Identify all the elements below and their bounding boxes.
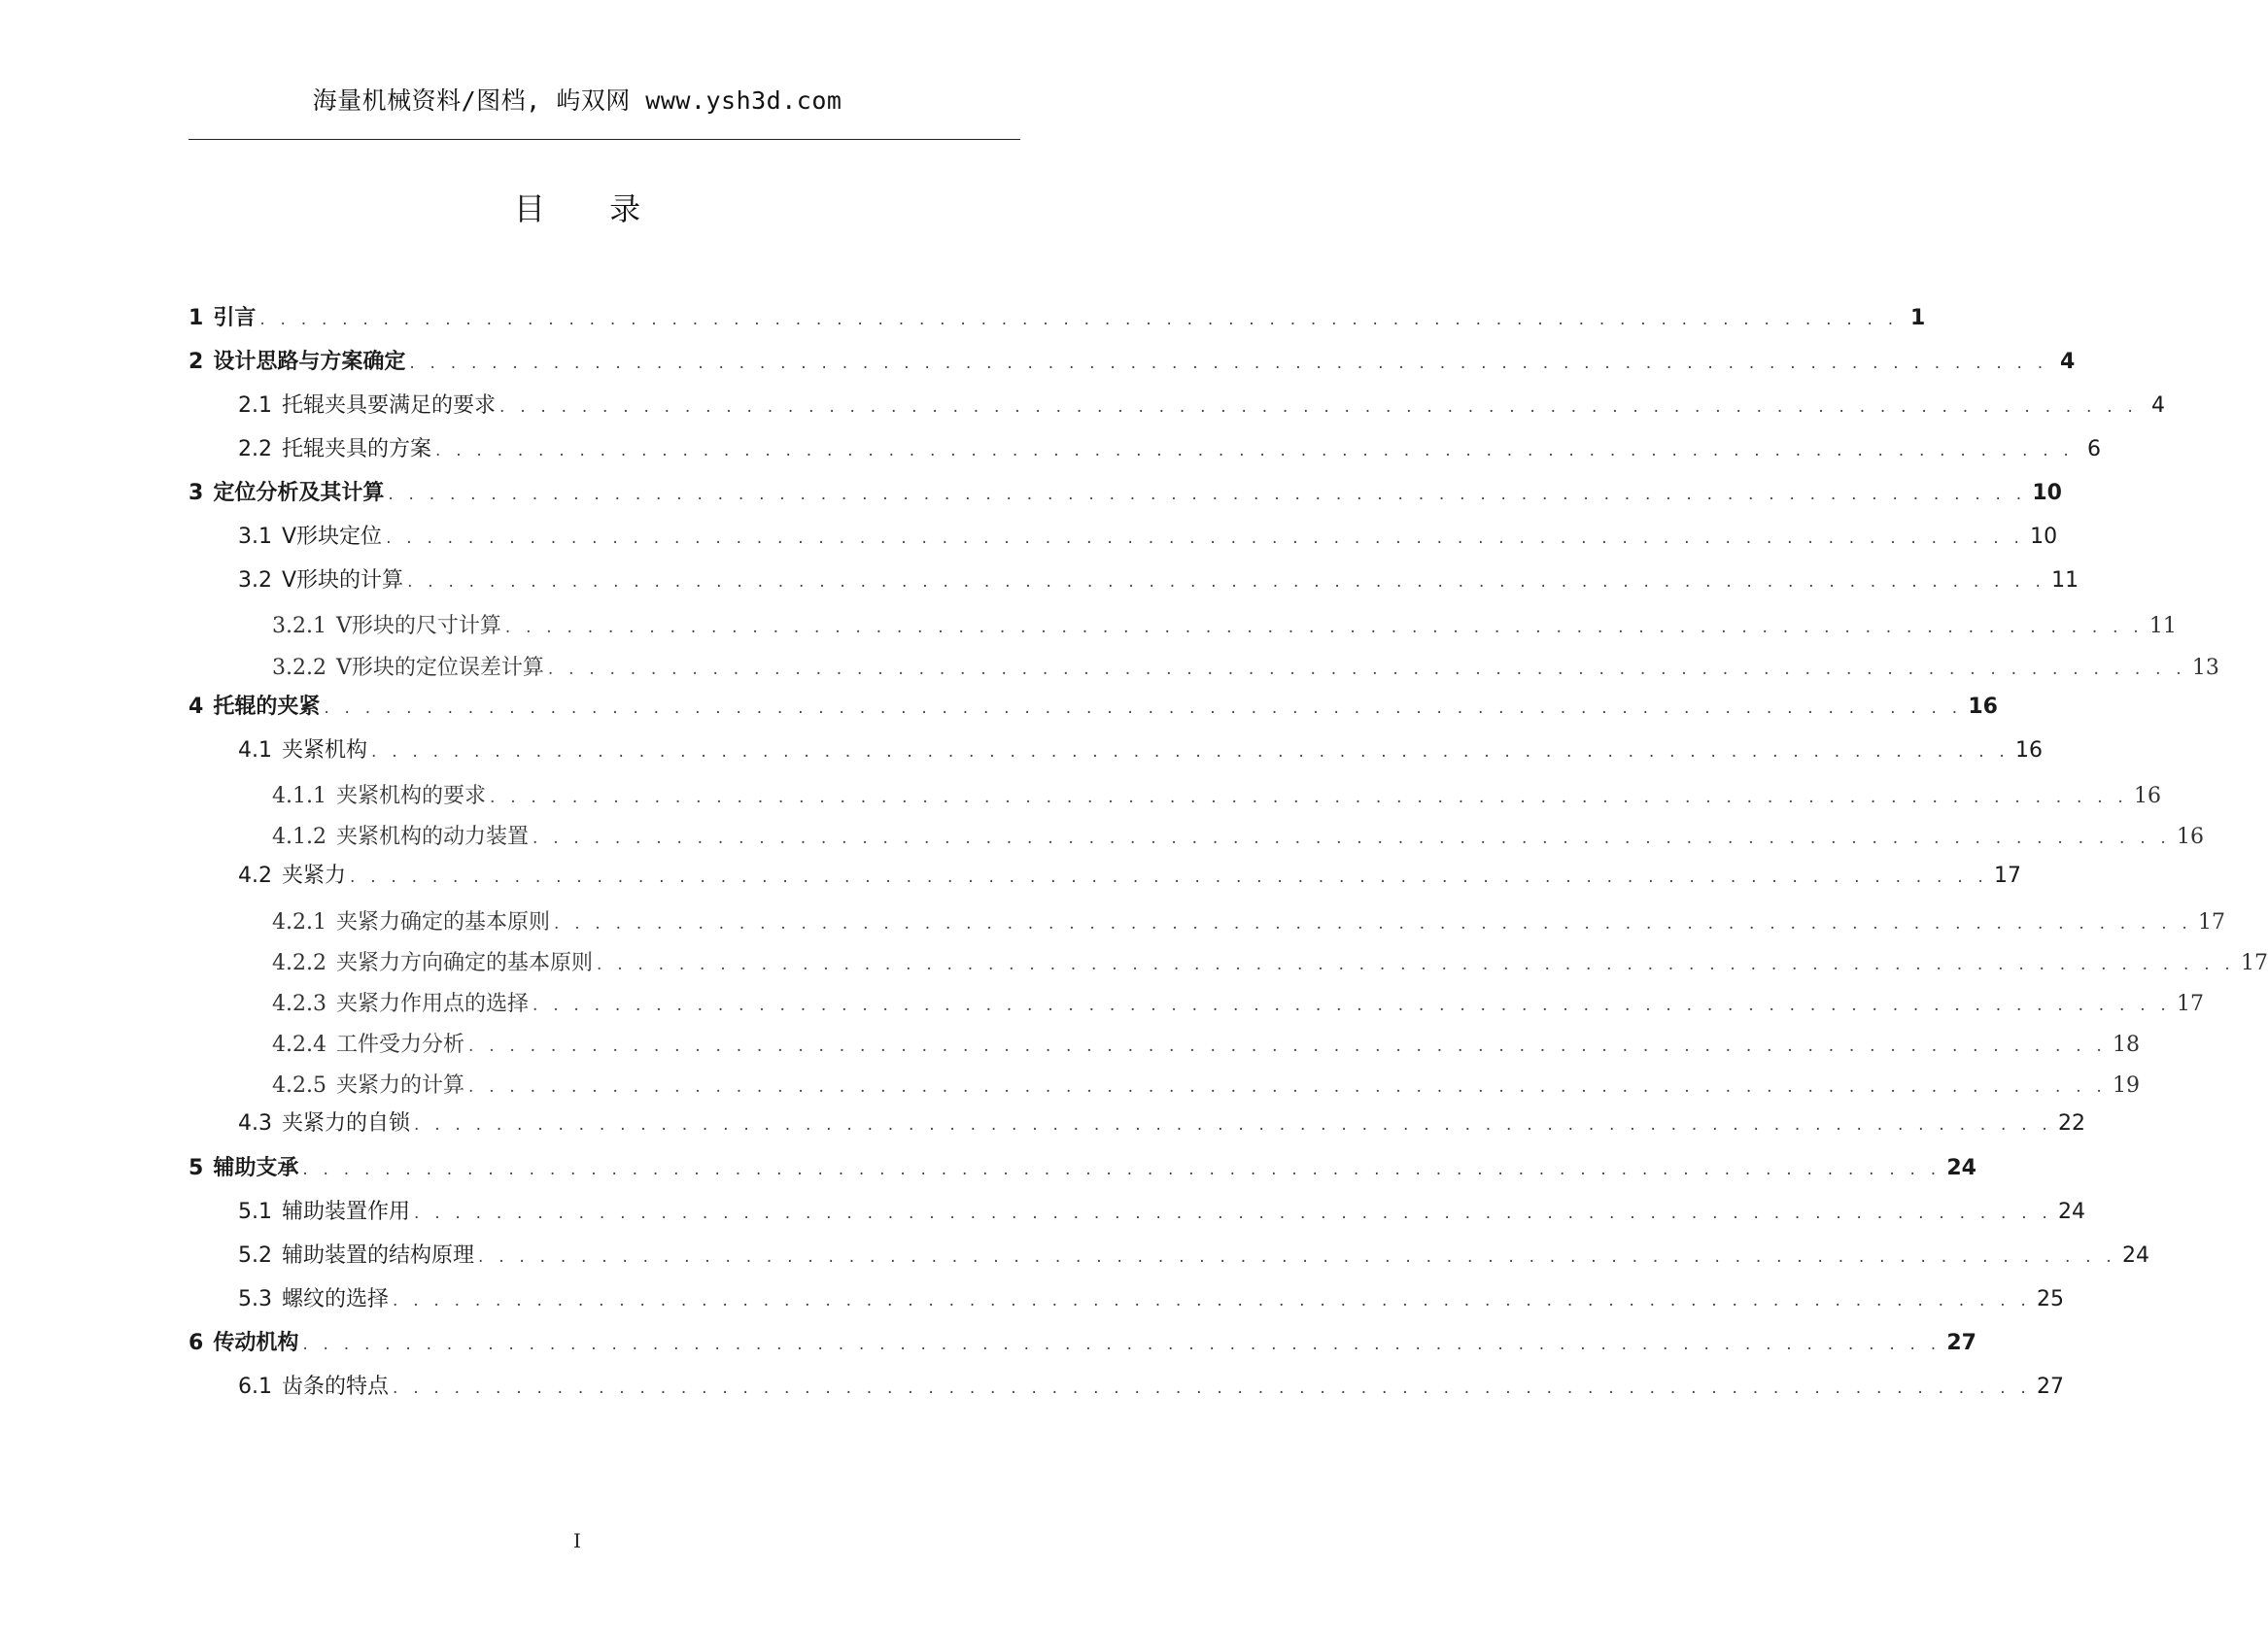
toc-entry-label: 辅助装置作用	[282, 1200, 411, 1224]
toc-entry-number: 2.1	[238, 393, 272, 418]
toc-entry-number: 4.2	[238, 864, 272, 888]
toc-entry-label: V形块定位	[282, 525, 383, 549]
toc-entry-number: 4.1	[238, 738, 272, 763]
toc-entry-number: 4.3	[238, 1111, 272, 1136]
toc-dot-leader: . . . . . . . . . . . . . . . . . . . . . . . . . . . . . . . . . . . . . . . . . . . . . . . . . . . . . . . . . . . . . . . . . . . . . . . . . . . . . . . .	[350, 868, 1989, 887]
toc-entry-number: 3.2	[238, 568, 272, 593]
toc-entry-label: 夹紧力方向确定的基本原则	[335, 951, 593, 975]
toc-entry[interactable]	[238, 734, 2044, 767]
toc-entry-number: 4.2.2	[272, 951, 326, 975]
toc-entry-page: 16	[1968, 695, 1998, 719]
toc-dot-leader: . . . . . . . . . . . . . . . . . . . . . . . . . . . . . . . . . . . . . . . . . . . . . . . . . . . . . . . . . . . . . . . . . . . . . . . . . . . . . . . .	[468, 1037, 2108, 1056]
toc-entry-page: 11	[2051, 568, 2079, 593]
toc-entry-number: 6.1	[238, 1375, 272, 1399]
toc-entry-label: 夹紧机构的要求	[335, 784, 486, 808]
toc-entry-number: 4	[189, 695, 204, 719]
page-number: I	[573, 1529, 581, 1552]
toc-entry-label: 夹紧力的计算	[335, 1073, 464, 1098]
toc-entry-page: 4	[2151, 393, 2166, 418]
toc-entry-label: 夹紧力确定的基本原则	[335, 910, 550, 935]
toc-entry-page: 24	[2122, 1243, 2150, 1268]
toc-dot-leader: . . . . . . . . . . . . . . . . . . . . . . . . . . . . . . . . . . . . . . . . . . . . . . . . . . . . . . . . . . . . . . . . . . . . . . . . . . . . . . . .	[414, 1115, 2053, 1135]
toc-entry-page: 17	[1994, 864, 2022, 888]
toc-entry[interactable]	[189, 1327, 1976, 1360]
toc-dot-leader: . . . . . . . . . . . . . . . . . . . . . . . . . . . . . . . . . . . . . . . . . . . . . . . . . . . . . . . . . . . . . . . . . . . . . . . . . . . . . . . .	[504, 618, 2144, 637]
toc-entry[interactable]	[189, 691, 1998, 724]
toc-entry-page: 1	[1910, 306, 1926, 330]
toc-entry-number: 4.1.1	[272, 784, 326, 808]
toc-entry-number: 5.3	[238, 1287, 272, 1311]
toc-entry-number: 6	[189, 1331, 204, 1355]
toc-entry-number: 3.2.1	[272, 614, 326, 638]
toc-entry[interactable]	[238, 1240, 2150, 1273]
toc-entry-page: 22	[2058, 1111, 2086, 1136]
toc-entry-label: 引言	[213, 306, 257, 330]
toc-dot-leader: . . . . . . . . . . . . . . . . . . . . . . . . . . . . . . . . . . . . . . . . . . . . . . . . . . . . . . . . . . . . . . . . . . . . . . . . . . . . . . . .	[533, 829, 2172, 848]
toc-entry-label: 夹紧力的自锁	[282, 1111, 411, 1136]
toc-entry[interactable]	[272, 906, 2226, 939]
toc-dot-leader: . . . . . . . . . . . . . . . . . . . . . . . . . . . . . . . . . . . . . . . . . . . . . . . . . . . . . . . . . . . . . . . . . . . . . . . . . . . . . . . .	[407, 572, 2046, 592]
toc-entry-page: 10	[2032, 481, 2062, 505]
toc-entry-page: 17	[2177, 992, 2205, 1016]
toc-entry-page: 24	[2058, 1200, 2086, 1224]
toc-entry-number: 4.2.3	[272, 992, 326, 1016]
toc-entry[interactable]	[238, 564, 2079, 597]
toc-entry-page: 11	[2148, 614, 2177, 638]
toc-dot-leader: . . . . . . . . . . . . . . . . . . . . . . . . . . . . . . . . . . . . . . . . . . . . . . . . . . . . . . . . . . . . . . . . . . . . . . . . . . . . . . . .	[468, 1077, 2108, 1097]
toc-entry-label: 托辊的夹紧	[213, 695, 321, 719]
toc-dot-leader: . . . . . . . . . . . . . . . . . . . . . . . . . . . . . . . . . . . . . . . . . . . . . . . . . . . . . . . . . . . . . . . . . . . . . . . . . . . . . . . .	[414, 1204, 2053, 1223]
toc-entry[interactable]	[272, 988, 2205, 1021]
toc-entry[interactable]	[238, 1107, 2086, 1140]
toc-entry-number: 1	[189, 306, 204, 330]
toc-entry-label: 设计思路与方案确定	[213, 350, 406, 374]
toc-entry-label: 托辊夹具的方案	[282, 437, 432, 461]
toc-dot-leader: . . . . . . . . . . . . . . . . . . . . . . . . . . . . . . . . . . . . . . . . . . . . . . . . . . . . . . . . . . . . . . . . . . . . . . . . . . . . . . . .	[302, 1160, 1942, 1179]
toc-entry-page: 10	[2030, 525, 2058, 549]
toc-entry[interactable]	[189, 477, 2062, 510]
toc-entry[interactable]	[238, 521, 2058, 554]
toc-dot-leader: . . . . . . . . . . . . . . . . . . . . . . . . . . . . . . . . . . . . . . . . . . . . . . . . . . . . . . . . . . . . . . . . . . . . . . . . . . . . . . . .	[393, 1378, 2032, 1398]
toc-entry-number: 3.2.2	[272, 656, 326, 680]
toc-entry-number: 4.2.5	[272, 1073, 326, 1098]
toc-dot-leader: . . . . . . . . . . . . . . . . . . . . . . . . . . . . . . . . . . . . . . . . . . . . . . . . . . . . . . . . . . . . . . . . . . . . . . . . . . . . . . . .	[371, 742, 2010, 762]
toc-dot-leader: . . . . . . . . . . . . . . . . . . . . . . . . . . . . . . . . . . . . . . . . . . . . . . . . . . . . . . . . . . . . . . . . . . . . . . . . . . . . . . . .	[386, 528, 2025, 548]
toc-entry-page: 18	[2113, 1033, 2141, 1057]
toc-entry[interactable]	[238, 390, 2166, 423]
page-title: 目 录	[513, 190, 669, 227]
toc-entry-label: 螺纹的选择	[282, 1287, 390, 1311]
toc-entry-label: 齿条的特点	[282, 1375, 390, 1399]
toc-entry-number: 3.1	[238, 525, 272, 549]
toc-entry-page: 16	[2015, 738, 2044, 763]
toc-dot-leader: . . . . . . . . . . . . . . . . . . . . . . . . . . . . . . . . . . . . . . . . . . . . . . . . . . . . . . . . . . . . . . . . . . . . . . . . . . . . . . . .	[533, 996, 2172, 1015]
toc-entry-label: 夹紧力作用点的选择	[335, 992, 529, 1016]
toc-entry-number: 4.2.1	[272, 910, 326, 935]
toc-entry-page: 27	[2037, 1375, 2065, 1399]
toc-entry[interactable]	[272, 652, 2219, 685]
toc-entry-label: 辅助支承	[213, 1156, 299, 1180]
toc-entry-number: 5	[189, 1156, 204, 1180]
toc-entry[interactable]	[189, 302, 1926, 335]
toc-dot-leader: . . . . . . . . . . . . . . . . . . . . . . . . . . . . . . . . . . . . . . . . . . . . . . . . . . . . . . . . . . . . . . . . . . . . . . . . . . . . . . . .	[597, 955, 2236, 974]
toc-entry-page: 19	[2113, 1073, 2141, 1098]
toc-entry-label: 托辊夹具要满足的要求	[282, 393, 497, 418]
toc-entry[interactable]	[238, 1196, 2086, 1229]
toc-entry[interactable]	[238, 433, 2102, 466]
toc-entry-label: 夹紧力	[282, 864, 347, 888]
toc-entry-number: 5.1	[238, 1200, 272, 1224]
toc-entry[interactable]	[189, 1152, 1976, 1185]
toc-entry-label: 传动机构	[213, 1331, 299, 1355]
toc-dot-leader: . . . . . . . . . . . . . . . . . . . . . . . . . . . . . . . . . . . . . . . . . . . . . . . . . . . . . . . . . . . . . . . . . . . . . . . . . . . . . . . .	[547, 660, 2186, 679]
toc-entry[interactable]	[272, 1029, 2141, 1062]
toc-entry-label: 定位分析及其计算	[213, 481, 385, 505]
toc-entry-page: 24	[1946, 1156, 1976, 1180]
toc-entry[interactable]	[272, 947, 2268, 980]
toc-dot-leader: . . . . . . . . . . . . . . . . . . . . . . . . . . . . . . . . . . . . . . . . . . . . . . . . . . . . . . . . . . . . . . . . . . . . . . . . . . . . . . . .	[499, 397, 2139, 417]
toc-entry-page: 16	[2134, 784, 2162, 808]
toc-entry-label: V形块的定位误差计算	[335, 656, 544, 680]
toc-entry-number: 3	[189, 481, 204, 505]
toc-entry-page: 17	[2241, 951, 2268, 975]
toc-entry[interactable]	[272, 610, 2177, 643]
toc-dot-leader: . . . . . . . . . . . . . . . . . . . . . . . . . . . . . . . . . . . . . . . . . . . . . . . . . . . . . . . . . . . . . . . . . . . . . . . . . . . . . . . .	[554, 914, 2193, 934]
toc-entry-page: 6	[2087, 437, 2102, 461]
toc-entry[interactable]	[238, 1283, 2065, 1316]
toc-entry-label: V形块的尺寸计算	[335, 614, 501, 638]
toc-entry-number: 4.2.4	[272, 1033, 326, 1057]
toc-entry-label: 夹紧机构	[282, 738, 368, 763]
toc-entry-label: 辅助装置的结构原理	[282, 1243, 475, 1268]
toc-entry-number: 4.1.2	[272, 825, 326, 849]
toc-entry[interactable]	[238, 1371, 2065, 1404]
toc-entry[interactable]	[238, 860, 2022, 893]
toc-dot-leader: . . . . . . . . . . . . . . . . . . . . . . . . . . . . . . . . . . . . . . . . . . . . . . . . . . . . . . . . . . . . . . . . . . . . . . . . . . . . . . . .	[259, 310, 1899, 329]
toc-entry-page: 13	[2191, 656, 2219, 680]
toc-entry-number: 5.2	[238, 1243, 272, 1268]
toc-entry-page: 4	[2060, 350, 2076, 374]
toc-dot-leader: . . . . . . . . . . . . . . . . . . . . . . . . . . . . . . . . . . . . . . . . . . . . . . . . . . . . . . . . . . . . . . . . . . . . . . . . . . . . . . . .	[490, 788, 2129, 807]
toc-entry-page: 16	[2177, 825, 2205, 849]
toc-entry-label: V形块的计算	[282, 568, 404, 593]
toc-entry-number: 2	[189, 350, 204, 374]
toc-entry-page: 25	[2037, 1287, 2065, 1311]
toc-dot-leader: . . . . . . . . . . . . . . . . . . . . . . . . . . . . . . . . . . . . . . . . . . . . . . . . . . . . . . . . . . . . . . . . . . . . . . . . . . . . . . . .	[409, 354, 2048, 373]
toc-entry[interactable]	[272, 780, 2162, 813]
toc-dot-leader: . . . . . . . . . . . . . . . . . . . . . . . . . . . . . . . . . . . . . . . . . . . . . . . . . . . . . . . . . . . . . . . . . . . . . . . . . . . . . . . .	[388, 485, 2027, 504]
toc-entry-page: 17	[2198, 910, 2226, 935]
toc-entry-label: 工件受力分析	[335, 1033, 464, 1057]
toc-dot-leader: . . . . . . . . . . . . . . . . . . . . . . . . . . . . . . . . . . . . . . . . . . . . . . . . . . . . . . . . . . . . . . . . . . . . . . . . . . . . . . . .	[324, 698, 1963, 718]
toc-dot-leader: . . . . . . . . . . . . . . . . . . . . . . . . . . . . . . . . . . . . . . . . . . . . . . . . . . . . . . . . . . . . . . . . . . . . . . . . . . . . . . . .	[393, 1291, 2032, 1310]
toc-entry-page: 27	[1946, 1331, 1976, 1355]
toc-entry[interactable]	[272, 1070, 2141, 1103]
toc-entry-label: 夹紧机构的动力装置	[335, 825, 529, 849]
toc-dot-leader: . . . . . . . . . . . . . . . . . . . . . . . . . . . . . . . . . . . . . . . . . . . . . . . . . . . . . . . . . . . . . . . . . . . . . . . . . . . . . . . .	[478, 1247, 2117, 1267]
toc-dot-leader: . . . . . . . . . . . . . . . . . . . . . . . . . . . . . . . . . . . . . . . . . . . . . . . . . . . . . . . . . . . . . . . . . . . . . . . . . . . . . . . .	[302, 1335, 1942, 1354]
toc-entry-number: 2.2	[238, 437, 272, 461]
site-header: 海量机械资料/图档, 屿双网 www.ysh3d.com	[312, 86, 842, 115]
toc-entry[interactable]	[272, 821, 2205, 854]
toc-dot-leader: . . . . . . . . . . . . . . . . . . . . . . . . . . . . . . . . . . . . . . . . . . . . . . . . . . . . . . . . . . . . . . . . . . . . . . . . . . . . . . . .	[435, 441, 2075, 460]
toc-entry[interactable]	[189, 346, 2076, 379]
